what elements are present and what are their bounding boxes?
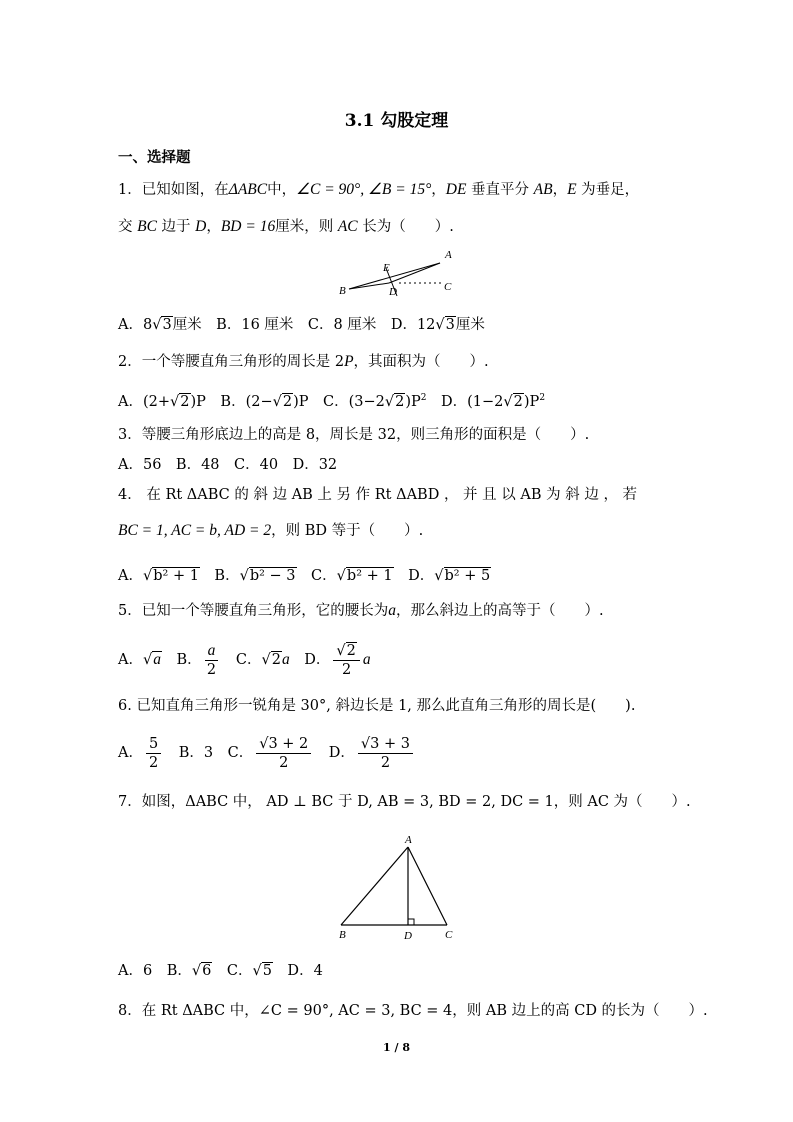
section-heading: 一、选择题: [118, 149, 191, 166]
question-7: 7．如图，ΔABC 中， AD ⊥ BC 于 D, AB = 3, BD = 2, DC = 1，则 AC 为（ ）.: [118, 794, 691, 810]
question-4-line-2: BC = 1, AC = b, AD = 2，则 BD 等于（ ）.: [118, 522, 424, 539]
label-a: A: [405, 834, 412, 846]
label-e: E: [383, 262, 390, 274]
question-1-line-2: 交 BC 边于 D，BD = 16厘米，则 AC 长为（ ）.: [118, 218, 454, 235]
question-8: 8．在 Rt ΔABC 中，∠C = 90°, AC = 3, BC = 4，则 AB 边上的高 CD 的长为（ ）.: [118, 1003, 708, 1019]
question-3-options: A．56 B．48 C．40 D．32: [118, 457, 338, 473]
question-6-options: A． $\frac{5}{2}$ B．3 C． $\frac{√3 + 2}{2}$ D． $\frac{√3 + 3}{2}$: [118, 733, 416, 773]
question-2: 2．一个等腰直角三角形的周长是 2P，其面积为（ ）.: [118, 353, 489, 370]
label-c: C: [445, 929, 453, 941]
question-2-options: A．(2+√2)P B．(2−√2)P C．$(3-2√2)P^2$ D．$(1-2√2)P^2$: [118, 393, 546, 410]
label-d: D: [389, 286, 397, 298]
question-6: 6. 已知直角三角形一锐角是 30°, 斜边长是 1, 那么此直角三角形的周长是( ).: [118, 698, 636, 714]
question-4-options: A．√b² + 1 B．√b² − 3 C．√b² + 1 D．√b² + 5: [118, 568, 491, 584]
page-number: 1 / 8: [383, 1041, 410, 1054]
label-d: D: [404, 930, 412, 942]
question-5: 5．已知一个等腰直角三角形，它的腰长为a，那么斜边上的高等于（ ）.: [118, 602, 604, 619]
figure-7-diagram: [332, 830, 462, 942]
question-4-line-1: 4． 在 Rt ΔABC 的 斜 边 AB 上 另 作 Rt ΔABD ， 并 且 以 AB 为 斜 边 ， 若: [118, 487, 638, 503]
page-title: 3.1 勾股定理: [344, 111, 449, 131]
question-3: 3．等腰三角形底边上的高是 8，周长是 32，则三角形的面积是（ ）.: [118, 427, 590, 443]
label-c: C: [444, 281, 452, 293]
question-1-line-1: 1．已知如图，在ΔABC中，∠C = 90°, ∠B = 15°，DE 垂直平分 AB，E 为垂足，: [118, 181, 640, 198]
label-b: B: [339, 285, 346, 297]
question-5-options: A．√a B． $\frac{a}{2}$ C．√2a D． $\frac{√2}{2}$ a: [118, 641, 371, 678]
figure-1-diagram: [335, 246, 460, 302]
label-a: A: [445, 249, 452, 261]
question-7-options: A．6 B．√6 C．√5 D．4: [118, 963, 323, 979]
label-b: B: [339, 929, 346, 941]
question-1-options: A．8√3厘米 B．16 厘米 C．8 厘米 D．12√3厘米: [118, 317, 485, 333]
